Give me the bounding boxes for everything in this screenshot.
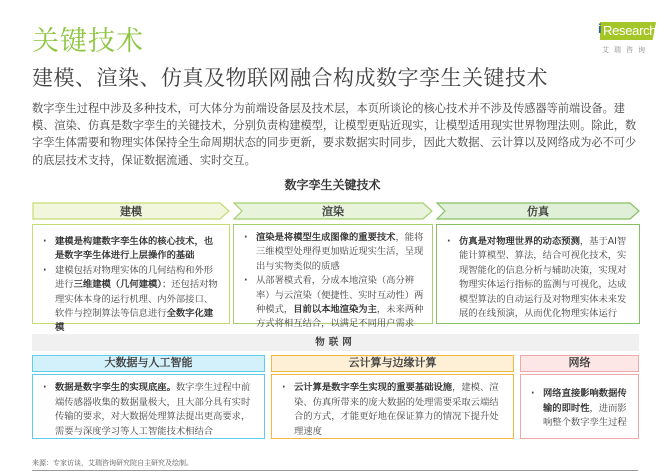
bullet-item: · 建模包括对物理实体的几何结构和外形进行三维建模（几何建模）；还包括对物理实体本身的运行机理、内外部接口、软件与控制算法等信息进行全数字化建模: [41, 264, 221, 336]
bullet-item: · 建模是构建数字孪生体的核心技术，也是数字孪生体进行上层操作的基础: [41, 235, 221, 264]
infra-header-cloud-edge: 云计算与边缘计算: [271, 355, 514, 372]
bullet-item: · 网络直接影响数据传输的即时性，进而影响整个数字孪生过程: [529, 387, 630, 431]
infra-box-bigdata-ai: [32, 374, 265, 439]
bullet-item: · 渲染是将模型生成图像的重要技术，能将三维模型处理得更加贴近现实生活，呈现出与实物类似的质感: [242, 231, 424, 274]
source-note: 来源：专家访谈，艾瑞咨询研究院自主研究及绘制。: [32, 459, 193, 467]
core-label-modeling: 建模: [120, 205, 142, 218]
core-header-modeling: [32, 202, 230, 220]
logo-text: Research: [603, 23, 657, 38]
page-title: 关键技术: [32, 26, 144, 57]
logo-i-mark: i: [598, 21, 602, 36]
footer-divider: [32, 470, 638, 471]
core-box-simulation: [436, 224, 640, 324]
bullet-item: · 云计算是数字孪生实现的重要基础设施，建模、渲染、仿真所带来的庞大数据的处理需要采取云端结合的方式，才能更好地在保证算力的情况下提升处理速度: [280, 381, 505, 439]
core-box-rendering: [233, 224, 433, 330]
bullet-item: · 数据是数字孪生的实现底座。数字孪生过程中前端传感器收集的数据量极大，且大部分具有实时传输的要求，对大数据处理算法提出更高要求，需要与深度学习等人工智能技术相结合: [41, 381, 256, 439]
bullet-item: · 从部署模式看，分成本地渲染（高分辨率）与云渲染（便捷性、实时互动性）两种模式，目前以本地渲染为主，未来两种方式将相互结合，以满足不同用户需求: [242, 274, 424, 332]
infra-box-network: [520, 374, 639, 439]
core-label-rendering: 渲染: [322, 205, 344, 218]
core-box-modeling: [32, 224, 230, 334]
infra-box-cloud-edge: [271, 374, 514, 439]
infra-header-network: 网络: [520, 355, 639, 372]
intro-paragraph: 数字孪生过程中涉及多种技术，可大体分为前端设备层及技术层，本页所谈论的核心技术并不涉及传感器等前端设备。建模、渲染、仿真是数字孪生的关键技术，分别负责构建模型，让模型更贴近现实，让模型适用现实世界物理法则。除此，数字孪生体需要和物理实体保持全生命周期状态的同步更新，要求数据实时同步，因此大数据、云计算以及网络成为必不可少的底层技术支持，保证数据流通、实时交互。: [32, 102, 637, 167]
core-label-simulation: 仿真: [527, 205, 549, 218]
page-subtitle: 建模、渲染、仿真及物联网融合构成数字孪生关键技术: [32, 66, 548, 90]
iresearch-logo: [596, 18, 656, 58]
logo-chinese: 艾瑞咨询: [602, 46, 650, 54]
core-header-rendering: [233, 202, 433, 220]
iot-bar: 物联网: [32, 334, 639, 351]
infra-header-bigdata-ai: 大数据与人工智能: [32, 355, 265, 372]
diagram-title: 数字孪生关键技术: [284, 178, 381, 192]
core-header-simulation: [436, 202, 640, 220]
bullet-item: · 仿真是对物理世界的动态预测，基于AI智能计算模型、算法，结合可视化技术，实现智能化的信息分析与辅助决策，实现对物理实体运行指标的监测与可视化，达成模型算法的自动运行及对物理实体未来发展的在线预演，从而优化物理实体运行: [445, 235, 631, 321]
